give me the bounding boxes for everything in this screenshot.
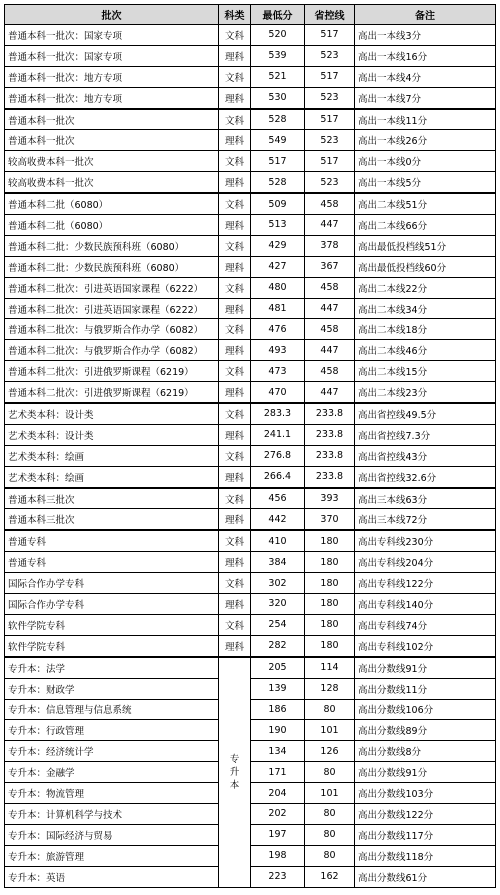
table-header-row xyxy=(5,5,496,25)
control-line-cell: 523 xyxy=(305,87,355,108)
batch-cell: 普通本科二批次：引进英语国家课程（6222） xyxy=(5,298,219,319)
batch-cell: 普通本科二批次：引进俄罗斯课程（6219） xyxy=(5,361,219,382)
control-line-cell: 523 xyxy=(305,45,355,66)
remark-cell: 高出分数线91分 xyxy=(355,762,496,783)
min-score-cell: 241.1 xyxy=(251,424,305,445)
control-line-cell: 523 xyxy=(305,172,355,193)
batch-cell: 普通本科二批次：与俄罗斯合作办学（6082） xyxy=(5,340,219,361)
control-line-cell: 517 xyxy=(305,25,355,46)
min-score-cell: 320 xyxy=(251,594,305,615)
batch-cell: 普通本科三批次 xyxy=(5,488,219,509)
remark-cell: 高出三本线63分 xyxy=(355,488,496,509)
batch-cell: 艺术类本科：设计类 xyxy=(5,424,219,445)
min-score-cell: 549 xyxy=(251,130,305,151)
min-score-cell: 198 xyxy=(251,845,305,866)
min-score-cell: 139 xyxy=(251,678,305,699)
batch-cell: 艺术类本科：设计类 xyxy=(5,403,219,424)
batch-cell: 软件学院专科 xyxy=(5,614,219,635)
control-line-cell: 80 xyxy=(305,845,355,866)
subject-cell: 理科 xyxy=(219,45,251,66)
subject-cell: 文科 xyxy=(219,66,251,87)
table-row xyxy=(5,594,496,615)
control-line-cell: 233.8 xyxy=(305,466,355,487)
remark-cell: 高出专科线230分 xyxy=(355,530,496,551)
min-score-cell: 223 xyxy=(251,866,305,887)
table-row xyxy=(5,445,496,466)
control-line-cell: 517 xyxy=(305,66,355,87)
batch-cell: 专升本：法学 xyxy=(5,657,219,678)
batch-cell: 普通本科一批次 xyxy=(5,109,219,130)
min-score-cell: 266.4 xyxy=(251,466,305,487)
table-row xyxy=(5,530,496,551)
table-row xyxy=(5,824,496,845)
control-line-cell: 80 xyxy=(305,803,355,824)
table-row xyxy=(5,25,496,46)
control-line-cell: 393 xyxy=(305,488,355,509)
batch-cell: 普通本科二批次：引进英语国家课程（6222） xyxy=(5,277,219,298)
remark-cell: 高出三本线72分 xyxy=(355,509,496,530)
min-score-cell: 276.8 xyxy=(251,445,305,466)
remark-cell: 高出省控线32.6分 xyxy=(355,466,496,487)
batch-cell: 普通本科一批次 xyxy=(5,130,219,151)
remark-cell: 高出分数线61分 xyxy=(355,866,496,887)
control-line-cell: 233.8 xyxy=(305,445,355,466)
control-line-cell: 447 xyxy=(305,298,355,319)
batch-cell: 普通专科 xyxy=(5,530,219,551)
table-row xyxy=(5,235,496,256)
table-row xyxy=(5,45,496,66)
min-score-cell: 302 xyxy=(251,573,305,594)
min-score-cell: 513 xyxy=(251,215,305,236)
control-line-cell: 180 xyxy=(305,552,355,573)
min-score-cell: 521 xyxy=(251,66,305,87)
table-row xyxy=(5,803,496,824)
control-line-cell: 370 xyxy=(305,509,355,530)
table-row xyxy=(5,762,496,783)
batch-cell: 普通专科 xyxy=(5,552,219,573)
remark-cell: 高出分数线91分 xyxy=(355,657,496,678)
remark-cell: 高出一本线3分 xyxy=(355,25,496,46)
control-line-cell: 458 xyxy=(305,319,355,340)
min-score-cell: 282 xyxy=(251,635,305,656)
table-row xyxy=(5,193,496,214)
min-score-cell: 473 xyxy=(251,361,305,382)
header-control-line: 省控线 xyxy=(305,5,355,25)
remark-cell: 高出二本线23分 xyxy=(355,382,496,403)
header-remark: 备注 xyxy=(355,5,496,25)
remark-cell: 高出一本线7分 xyxy=(355,87,496,108)
control-line-cell: 180 xyxy=(305,594,355,615)
subject-cell: 文科 xyxy=(219,573,251,594)
remark-cell: 高出最低投档线51分 xyxy=(355,235,496,256)
table-row xyxy=(5,151,496,172)
remark-cell: 高出分数线89分 xyxy=(355,720,496,741)
min-score-cell: 254 xyxy=(251,614,305,635)
subject-cell: 文科 xyxy=(219,614,251,635)
subject-cell: 文科 xyxy=(219,403,251,424)
remark-cell: 高出省控线43分 xyxy=(355,445,496,466)
batch-cell: 普通本科二批：少数民族预科班（6080） xyxy=(5,235,219,256)
subject-cell: 文科 xyxy=(219,488,251,509)
table-row xyxy=(5,635,496,656)
min-score-cell: 429 xyxy=(251,235,305,256)
control-line-cell: 180 xyxy=(305,635,355,656)
control-line-cell: 101 xyxy=(305,783,355,804)
subject-cell: 文科 xyxy=(219,277,251,298)
subject-cell: 理科 xyxy=(219,594,251,615)
control-line-cell: 180 xyxy=(305,530,355,551)
min-score-cell: 283.3 xyxy=(251,403,305,424)
min-score-cell: 204 xyxy=(251,783,305,804)
control-line-cell: 367 xyxy=(305,256,355,277)
remark-cell: 高出二本线46分 xyxy=(355,340,496,361)
batch-cell: 国际合作办学专科 xyxy=(5,594,219,615)
table-row xyxy=(5,845,496,866)
remark-cell: 高出专科线140分 xyxy=(355,594,496,615)
control-line-cell: 458 xyxy=(305,361,355,382)
batch-cell: 软件学院专科 xyxy=(5,635,219,656)
control-line-cell: 126 xyxy=(305,741,355,762)
min-score-cell: 530 xyxy=(251,87,305,108)
remark-cell: 高出一本线26分 xyxy=(355,130,496,151)
batch-cell: 艺术类本科：绘画 xyxy=(5,445,219,466)
min-score-cell: 509 xyxy=(251,193,305,214)
batch-cell: 专升本：英语 xyxy=(5,866,219,887)
control-line-cell: 162 xyxy=(305,866,355,887)
control-line-cell: 233.8 xyxy=(305,424,355,445)
table-row xyxy=(5,678,496,699)
subject-cell: 文科 xyxy=(219,109,251,130)
min-score-cell: 197 xyxy=(251,824,305,845)
subject-cell: 理科 xyxy=(219,215,251,236)
batch-cell: 普通本科一批次：国家专项 xyxy=(5,45,219,66)
subject-cell: 文科 xyxy=(219,151,251,172)
table-row xyxy=(5,361,496,382)
subject-cell: 文科 xyxy=(219,530,251,551)
control-line-cell: 80 xyxy=(305,824,355,845)
batch-cell: 较高收费本科一批次 xyxy=(5,151,219,172)
table-row xyxy=(5,382,496,403)
min-score-cell: 202 xyxy=(251,803,305,824)
table-row xyxy=(5,340,496,361)
subject-cell: 文科 xyxy=(219,193,251,214)
min-score-cell: 528 xyxy=(251,172,305,193)
batch-cell: 专升本：经济统计学 xyxy=(5,741,219,762)
subject-cell: 理科 xyxy=(219,87,251,108)
control-line-cell: 447 xyxy=(305,382,355,403)
subject-cell: 文科 xyxy=(219,445,251,466)
min-score-cell: 520 xyxy=(251,25,305,46)
remark-cell: 高出分数线122分 xyxy=(355,803,496,824)
batch-cell: 普通本科一批次：国家专项 xyxy=(5,25,219,46)
remark-cell: 高出二本线51分 xyxy=(355,193,496,214)
remark-cell: 高出专科线74分 xyxy=(355,614,496,635)
remark-cell: 高出专科线204分 xyxy=(355,552,496,573)
table-row xyxy=(5,277,496,298)
subject-cell: 理科 xyxy=(219,466,251,487)
min-score-cell: 205 xyxy=(251,657,305,678)
batch-cell: 普通本科一批次：地方专项 xyxy=(5,87,219,108)
table-row xyxy=(5,466,496,487)
table-row xyxy=(5,552,496,573)
header-batch: 批次 xyxy=(5,5,219,25)
subject-cell: 理科 xyxy=(219,340,251,361)
remark-cell: 高出分数线117分 xyxy=(355,824,496,845)
subject-cell: 理科 xyxy=(219,130,251,151)
control-line-cell: 80 xyxy=(305,699,355,720)
min-score-cell: 480 xyxy=(251,277,305,298)
batch-cell: 专升本：财政学 xyxy=(5,678,219,699)
control-line-cell: 128 xyxy=(305,678,355,699)
remark-cell: 高出二本线22分 xyxy=(355,277,496,298)
header-min-score: 最低分 xyxy=(251,5,305,25)
control-line-cell: 447 xyxy=(305,215,355,236)
table-row xyxy=(5,424,496,445)
subject-cell: 理科 xyxy=(219,635,251,656)
table-row xyxy=(5,741,496,762)
min-score-cell: 410 xyxy=(251,530,305,551)
batch-cell: 专升本：旅游管理 xyxy=(5,845,219,866)
min-score-cell: 190 xyxy=(251,720,305,741)
batch-cell: 普通本科二批（6080） xyxy=(5,193,219,214)
control-line-cell: 114 xyxy=(305,657,355,678)
remark-cell: 高出一本线5分 xyxy=(355,172,496,193)
remark-cell: 高出专科线122分 xyxy=(355,573,496,594)
subject-cell: 文科 xyxy=(219,319,251,340)
min-score-cell: 517 xyxy=(251,151,305,172)
header-subject: 科类 xyxy=(219,5,251,25)
control-line-cell: 180 xyxy=(305,614,355,635)
remark-cell: 高出二本线34分 xyxy=(355,298,496,319)
table-row xyxy=(5,657,496,678)
table-row xyxy=(5,783,496,804)
table-row xyxy=(5,87,496,108)
remark-cell: 高出专科线102分 xyxy=(355,635,496,656)
remark-cell: 高出二本线66分 xyxy=(355,215,496,236)
table-row xyxy=(5,256,496,277)
table-row xyxy=(5,130,496,151)
min-score-cell: 427 xyxy=(251,256,305,277)
remark-cell: 高出最低投档线60分 xyxy=(355,256,496,277)
table-row xyxy=(5,109,496,130)
batch-cell: 专升本：行政管理 xyxy=(5,720,219,741)
batch-cell: 专升本：国际经济与贸易 xyxy=(5,824,219,845)
min-score-cell: 528 xyxy=(251,109,305,130)
subject-cell: 理科 xyxy=(219,256,251,277)
table-row xyxy=(5,215,496,236)
remark-cell: 高出一本线0分 xyxy=(355,151,496,172)
subject-cell: 理科 xyxy=(219,172,251,193)
control-line-cell: 378 xyxy=(305,235,355,256)
min-score-cell: 384 xyxy=(251,552,305,573)
subject-cell: 理科 xyxy=(219,509,251,530)
batch-cell: 专升本：金融学 xyxy=(5,762,219,783)
remark-cell: 高出分数线103分 xyxy=(355,783,496,804)
table-row xyxy=(5,488,496,509)
table-row xyxy=(5,509,496,530)
subject-cell: 文科 xyxy=(219,25,251,46)
remark-cell: 高出一本线16分 xyxy=(355,45,496,66)
batch-cell: 专升本：物流管理 xyxy=(5,783,219,804)
subject-cell: 理科 xyxy=(219,298,251,319)
control-line-cell: 458 xyxy=(305,277,355,298)
control-line-cell: 101 xyxy=(305,720,355,741)
control-line-cell: 523 xyxy=(305,130,355,151)
admission-score-table xyxy=(4,4,496,888)
batch-cell: 普通本科三批次 xyxy=(5,509,219,530)
remark-cell: 高出二本线15分 xyxy=(355,361,496,382)
batch-cell: 专升本：信息管理与信息系统 xyxy=(5,699,219,720)
remark-cell: 高出省控线7.3分 xyxy=(355,424,496,445)
admission-table-container xyxy=(4,4,496,888)
subject-cell: 理科 xyxy=(219,424,251,445)
batch-cell: 普通本科二批次：与俄罗斯合作办学（6082） xyxy=(5,319,219,340)
batch-cell: 较高收费本科一批次 xyxy=(5,172,219,193)
min-score-cell: 186 xyxy=(251,699,305,720)
table-row xyxy=(5,319,496,340)
remark-cell: 高出分数线106分 xyxy=(355,699,496,720)
control-line-cell: 447 xyxy=(305,340,355,361)
table-row xyxy=(5,614,496,635)
batch-cell: 专升本：计算机科学与技术 xyxy=(5,803,219,824)
table-body xyxy=(5,25,496,888)
table-row xyxy=(5,573,496,594)
table-row xyxy=(5,172,496,193)
table-row xyxy=(5,720,496,741)
control-line-cell: 233.8 xyxy=(305,403,355,424)
batch-cell: 艺术类本科：绘画 xyxy=(5,466,219,487)
remark-cell: 高出省控线49.5分 xyxy=(355,403,496,424)
min-score-cell: 539 xyxy=(251,45,305,66)
remark-cell: 高出一本线4分 xyxy=(355,66,496,87)
min-score-cell: 493 xyxy=(251,340,305,361)
min-score-cell: 481 xyxy=(251,298,305,319)
batch-cell: 普通本科二批：少数民族预科班（6080） xyxy=(5,256,219,277)
subject-cell: 文科 xyxy=(219,235,251,256)
batch-cell: 普通本科二批次：引进俄罗斯课程（6219） xyxy=(5,382,219,403)
table-row xyxy=(5,66,496,87)
subject-cell: 文科 xyxy=(219,361,251,382)
min-score-cell: 476 xyxy=(251,319,305,340)
table-row xyxy=(5,866,496,887)
batch-cell: 普通本科一批次：地方专项 xyxy=(5,66,219,87)
table-row xyxy=(5,403,496,424)
table-row xyxy=(5,298,496,319)
subject-cell: 理科 xyxy=(219,552,251,573)
remark-cell: 高出一本线11分 xyxy=(355,109,496,130)
min-score-cell: 171 xyxy=(251,762,305,783)
control-line-cell: 180 xyxy=(305,573,355,594)
min-score-cell: 456 xyxy=(251,488,305,509)
min-score-cell: 442 xyxy=(251,509,305,530)
remark-cell: 高出分数线8分 xyxy=(355,741,496,762)
remark-cell: 高出分数线11分 xyxy=(355,678,496,699)
min-score-cell: 134 xyxy=(251,741,305,762)
subject-merged-cell: 专升本 xyxy=(219,657,251,887)
control-line-cell: 517 xyxy=(305,151,355,172)
table-row xyxy=(5,699,496,720)
remark-cell: 高出分数线118分 xyxy=(355,845,496,866)
remark-cell: 高出二本线18分 xyxy=(355,319,496,340)
subject-cell: 理科 xyxy=(219,382,251,403)
control-line-cell: 458 xyxy=(305,193,355,214)
min-score-cell: 470 xyxy=(251,382,305,403)
control-line-cell: 80 xyxy=(305,762,355,783)
batch-cell: 普通本科二批（6080） xyxy=(5,215,219,236)
batch-cell: 国际合作办学专科 xyxy=(5,573,219,594)
control-line-cell: 517 xyxy=(305,109,355,130)
